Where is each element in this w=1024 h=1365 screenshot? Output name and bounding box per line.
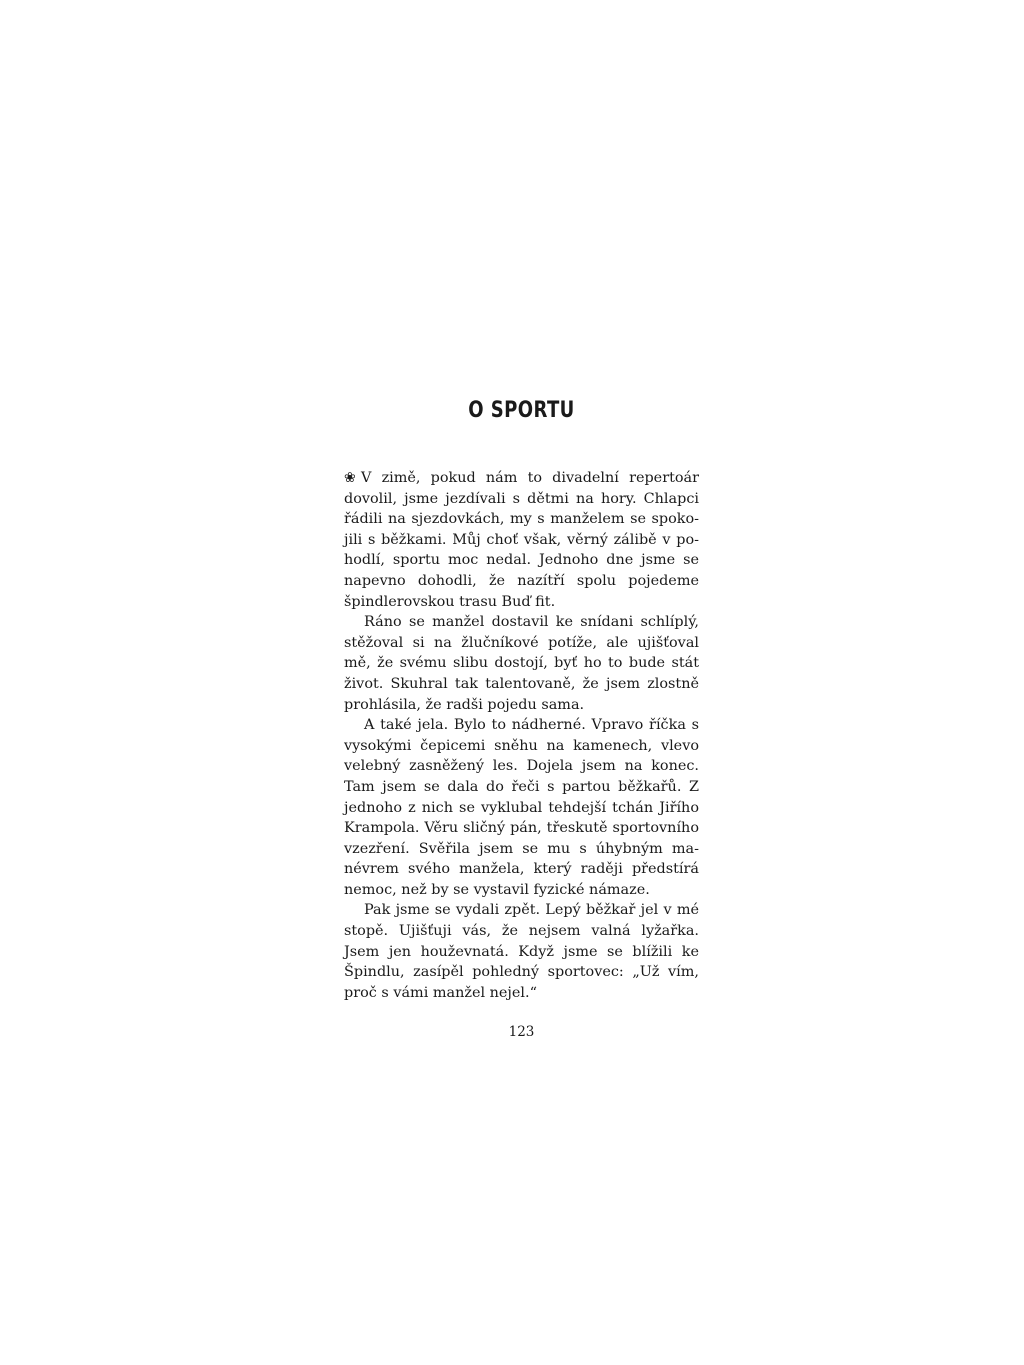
page-number: 123 [508,1024,535,1040]
page-title: O SPORTU [468,398,575,423]
paragraph: A také jela. Bylo to nádherné. Vpravo říčka s vysokými čepicemi sněhu na kamenech, vlevo velebný zasněžený les. Dojela jsem na konec. Tam jsem se dala do řeči s partou běžkařů. Z jednoho z nich se vyklubal tehdejší tchán Jiřího Krampola. Věru sličný pán, třeskutě sportovního vzezření. Svěřila jsem se mu s úhybným manévrem svého manžela, který raději předstírá nemoc, než by se vystavil fyzické námaze. [344,717,699,898]
paragraph [344,468,699,612]
flower-icon: ❀ [344,470,356,486]
paragraph: Pak jsme se vydali zpět. Lepý běžkař jel v mé stopě. Ujišťuji vás, že nejsem valná lyžařka. Jsem jen houževnatá. Když jsme se blížili ke Špindlu, zasípěl pohledný sportovec: „Už vím, proč s vámi manžel nejel.“ [344,902,699,1001]
paragraph: Ráno se manžel dostavil ke snídani schlíplý, stěžoval si na žlučníkové potíže, ale ujišťoval mě, že svému slibu dostojí, byť ho to bude stát život. Skuhral tak talentovaně, že jsem zlostně prohlásila, že radši pojedu sama. [344,614,699,713]
body-text [344,468,699,1003]
paragraph-text: V zimě, pokud nám to divadelní repertoár dovolil, jsme jezdívali s dětmi na hory. Chlapci řádili na sjezdovkách, my s manželem se spokojili s běžkami. Můj choť však, věrný zálibě v pohodlí, sportu moc nedal. Jednoho dne jsme se napevno dohodli, že nazítří spolu pojedeme špindlerovskou trasu Buď fit. [344,470,699,610]
